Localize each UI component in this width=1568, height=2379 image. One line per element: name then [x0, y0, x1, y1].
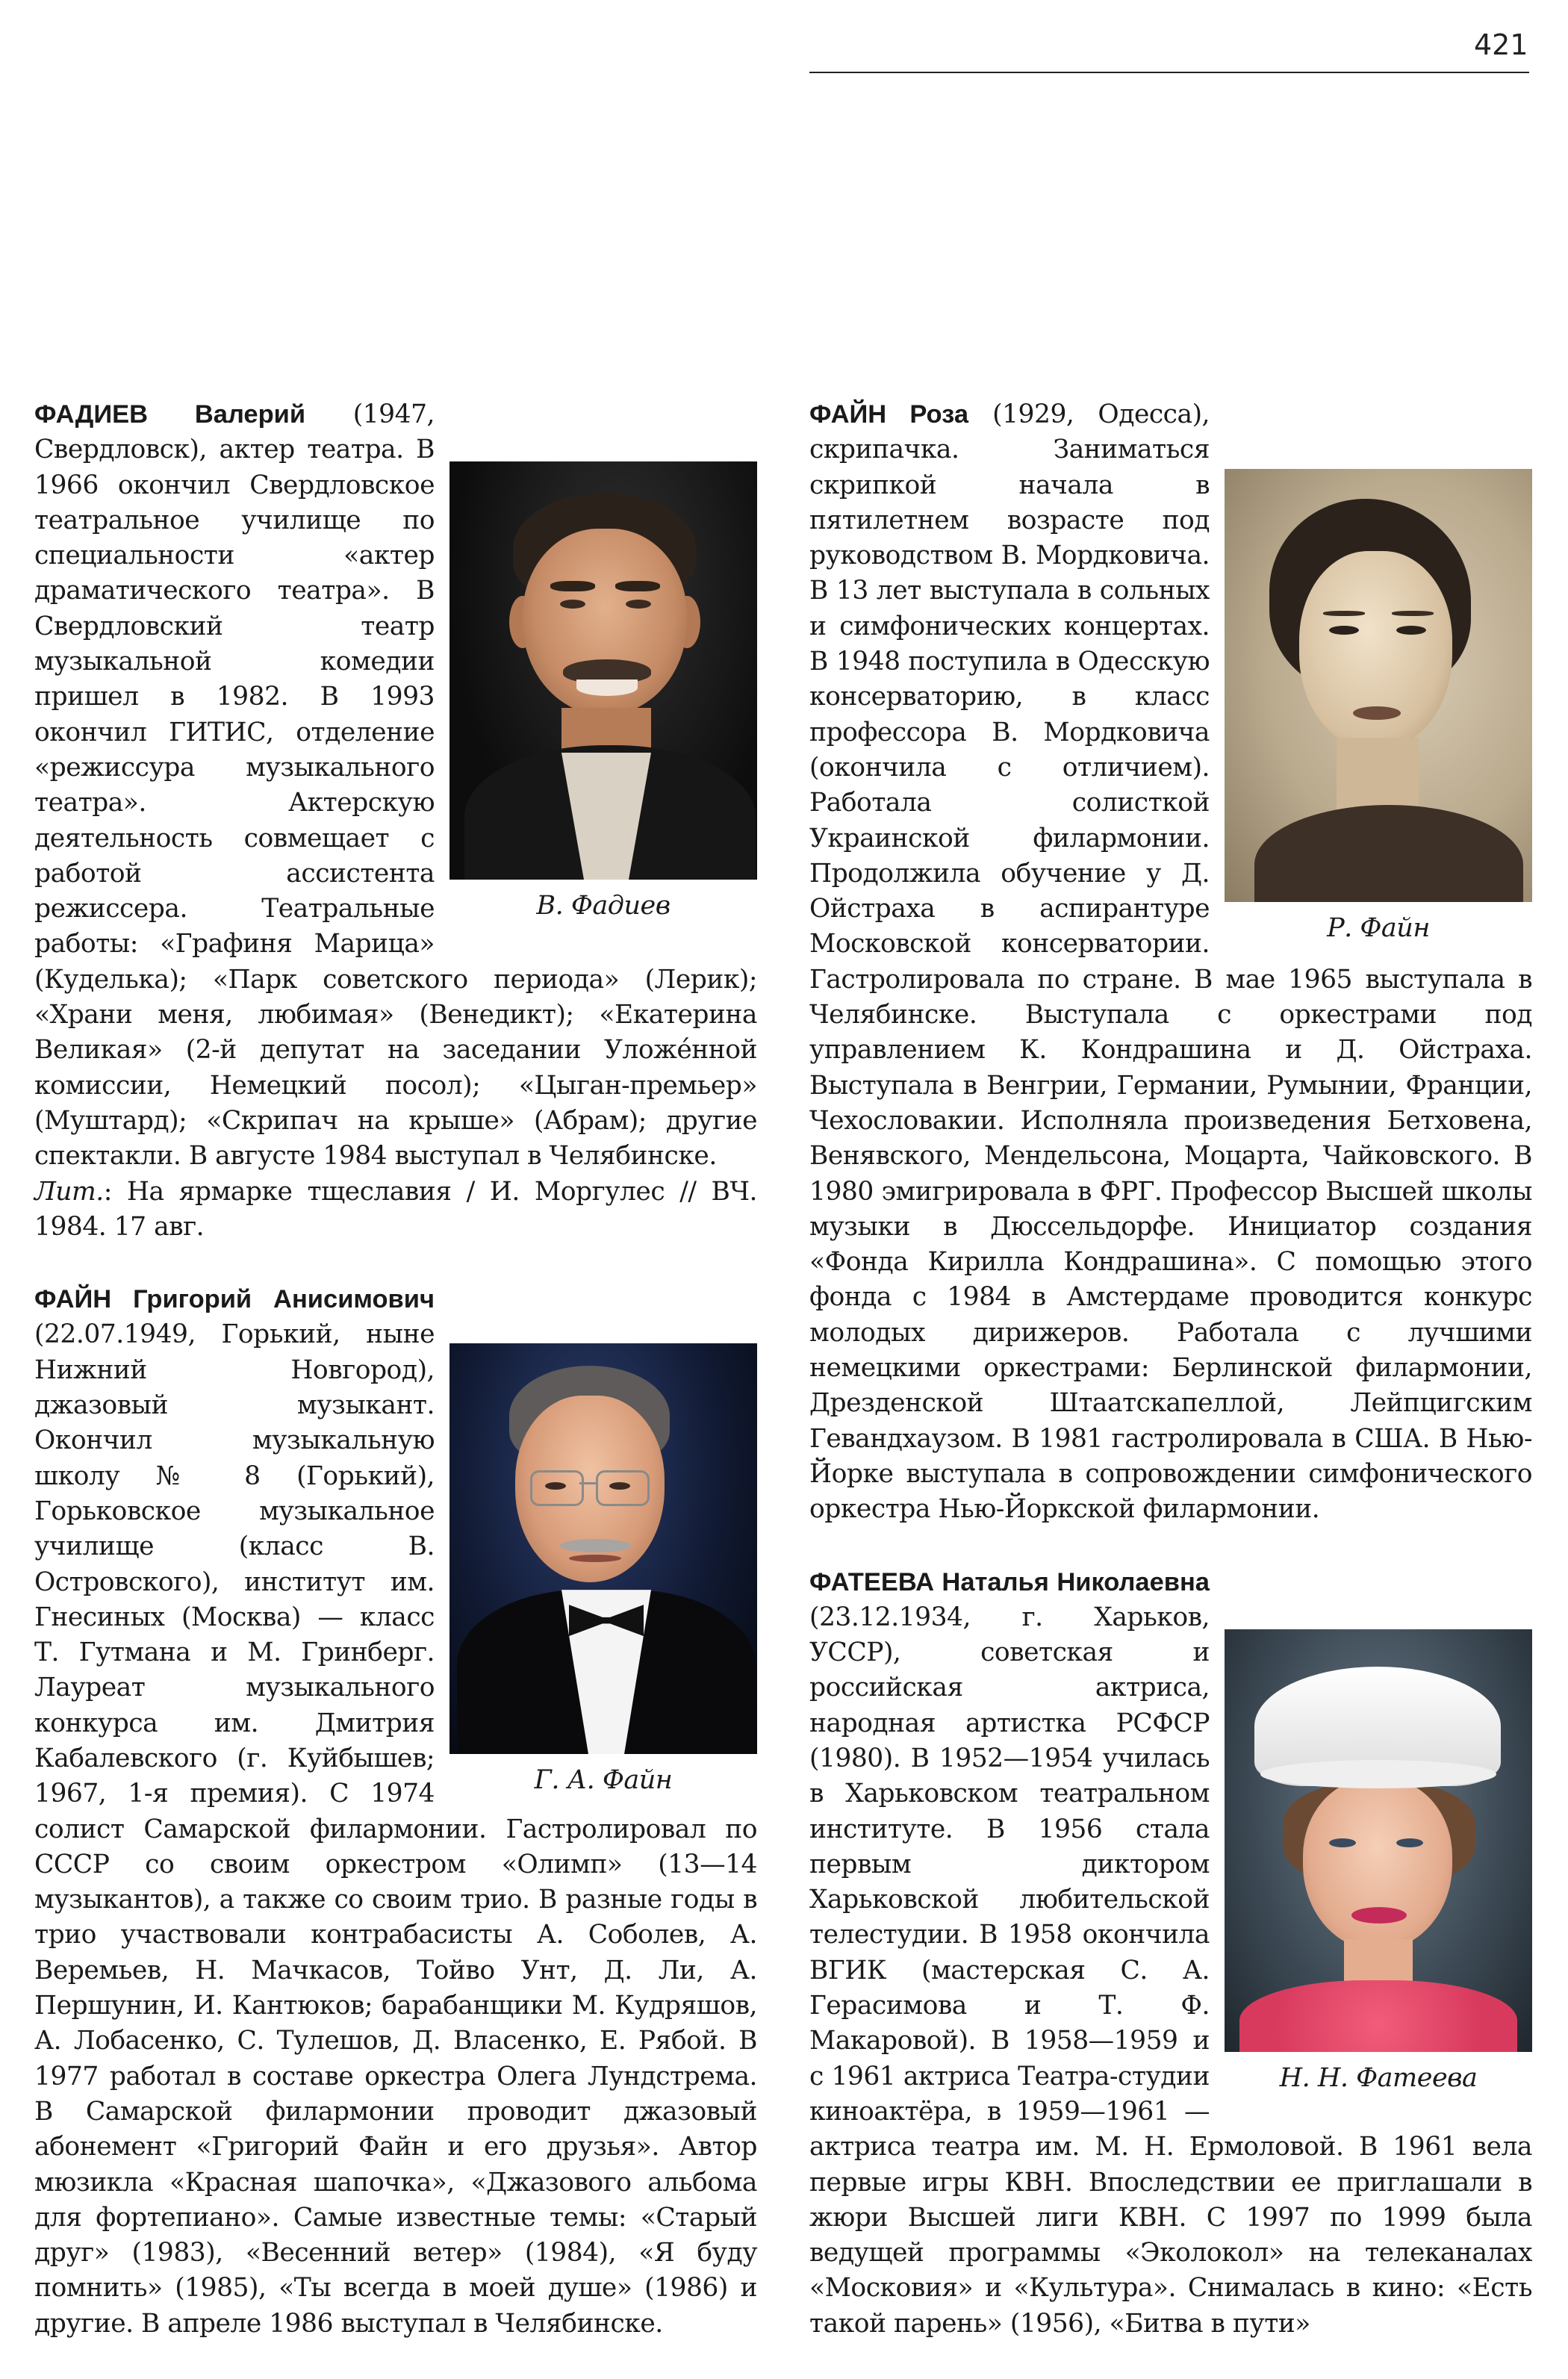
- photo-fain-r: [1225, 469, 1532, 902]
- portrait-fain-r: [1225, 469, 1532, 947]
- portrait-fain-g: [449, 1343, 757, 1799]
- photo-fateeva: [1225, 1629, 1532, 2052]
- text-fadiev: (1947, Свердловск), актер театра. В 1966 окончил Свердловское театральное училище по специальности «актер драматического театра». В Свердловский театр музыкальной комедии пришел в 1982. В 1993 окончил ГИТИС, отделение «режиссура музыкального театра». Актерскую деятельность совмещает с работой ассистента режиссера. Театральные работы: «Графиня Марица» (Куделька); «Парк советского периода» (Лерик); «Храни меня, любимая» (Венедикт); «Екатерина Великая» (2-й депутат на заседании Уложéнной комиссии, Немецкий посол); «Цыган-премьер» (Муштард); «Скрипач на крыше» (Абрам); другие спектакли. В августе 1984 выступал в Челябинске.: [34, 399, 757, 1172]
- right-column: [809, 397, 1532, 2379]
- caption-fain-g: Г. А. Файн: [534, 1765, 673, 1796]
- lit-label: Лит.: [34, 1176, 104, 1207]
- entry-fain-g: [34, 1282, 757, 2342]
- photo-fadiev: [449, 461, 757, 880]
- lit-text: : На ярмарке тщеславия / И. Моргулес // ВЧ. 1984. 17 авг.: [34, 1176, 757, 1242]
- text-fateeva: (23.12.1934, г. Харьков, УССР), советская и российская актриса, народная артистка РСФСР (1980). В 1952—1954 училась в Харьковском театральном институте. В 1956 стала первым диктором Харьковской любительской телестудии. В 1958 окончила ВГИК (мастерская С. А. Герасимова и Т. Ф. Макаровой). В 1958—1959 и с 1961 актриса Театра-студии киноактёра, в 1959—1961 — актриса театра им. М. Н. Ермоловой. В 1961 вела первые игры КВН. Впоследствии ее приглашали в жюри Высшей лиги КВН. С 1997 по 1999 была ведущей программы «Эколокол» на телеканалах «Московия» и «Культура». Снималась в кино: «Есть такой парень» (1956), «Битва в пути»: [809, 1602, 1532, 2339]
- caption-fain-r: Р. Файн: [1327, 913, 1430, 943]
- left-column: [34, 397, 757, 2379]
- header-rule: [809, 72, 1529, 73]
- photo-fain-g: [449, 1343, 757, 1754]
- entry-fadiev: [34, 397, 757, 1245]
- heading-fain-g: ФАЙН Григорий Анисимович: [34, 1285, 435, 1314]
- entry-fain-r: [809, 397, 1532, 1528]
- portrait-fadiev: [449, 461, 757, 924]
- heading-fadiev: ФАДИЕВ Валерий: [34, 400, 306, 429]
- portrait-fateeva: [1225, 1629, 1532, 2097]
- text-fain-r: (1929, Одесса), скрипачка. Заниматься скрипкой начала в пятилетнем возрасте под руководством В. Мордковича. В 13 лет выступала в сольных и симфонических концертах. В 1948 поступила в Одесскую консерваторию, в класс профессора В. Мордковича (окончила с отличием). Работала солисткой Украинской филармонии. Продолжила обучение у Д. Ойстраха в аспирантуре Московской консерватории. Гастролировала по стране. В мае 1965 выступала в Челябинске. Выступала с оркестрами под управлением К. Кондрашина и Д. Ойстраха. Выступала в Венгрии, Германии, Румынии, Франции, Чехословакии. Исполняла произведения Бетховена, Венявского, Мендельсона, Моцарта, Чайковского. В 1980 эмигрировала в ФРГ. Профессор Высшей школы музыки в Дюссельдорфе. Инициатор создания «Фонда Кирилла Кондрашина». С помощью этого фонда с 1984 в Амстердаме проводится конкурс молодых дирижеров. Работала с лучшими немецкими оркестрами: Берлинской филармонии, Дрезденской Штаатскапеллой, Лейпцигским Гевандхаузом. В 1981 гастролировала в США. В Нью-Йорке выступала в сопровождении симфонического оркестра Нью-Йоркской филармонии.: [809, 399, 1532, 1525]
- heading-fain-r: ФАЙН Роза: [809, 400, 969, 429]
- entry-fateeva: [809, 1565, 1532, 2342]
- caption-fadiev: В. Фадиев: [536, 891, 671, 921]
- page-number: 421: [1474, 28, 1528, 61]
- caption-fateeva: Н. Н. Фатеева: [1279, 2062, 1478, 2093]
- heading-fateeva: ФАТЕЕВА Наталья Николаевна: [809, 1567, 1210, 1596]
- text-fain-g: (22.07.1949, Горький, ныне Нижний Новгород), джазовый музыкант. Окончил музыкальную школу № 8 (Горький), Горьковское музыкальное училище (класс В. Островского), институт им. Гнесиных (Москва) — класс Т. Гутмана и М. Гринберг. Лауреат музыкального конкурса им. Дмитрия Кабалевского (г. Куйбышев; 1967, 1-я премия). С 1974 солист Самарской филармонии. Гастролировал по СССР со своим оркестром «Олимп» (13—14 музыкантов), а также со своим трио. В разные годы в трио участвовали контрабасисты А. Соболев, А. Веремьев, Н. Мачкасов, Тойво Унт, Д. Ли, А. Першунин, И. Кантюков; барабанщики М. Кудряшов, А. Лобасенко, С. Тулешов, Д. Власенко, Е. Рябой. В 1977 работал в составе оркестра Олега Лундстрема. В Самарской филармонии проводит джазовый абонемент «Григорий Файн и его друзья». Автор мюзикла «Красная шапочка», «Джазового альбома для фортепиано». Самые известные темы: «Старый друг» (1983), «Весенний ветер» (1984), «Я буду помнить» (1985), «Ты всегда в моей душе» (1986) и другие. В апреле 1986 выступал в Челябинске.: [34, 1319, 757, 2339]
- lit-fadiev: [34, 1175, 757, 1246]
